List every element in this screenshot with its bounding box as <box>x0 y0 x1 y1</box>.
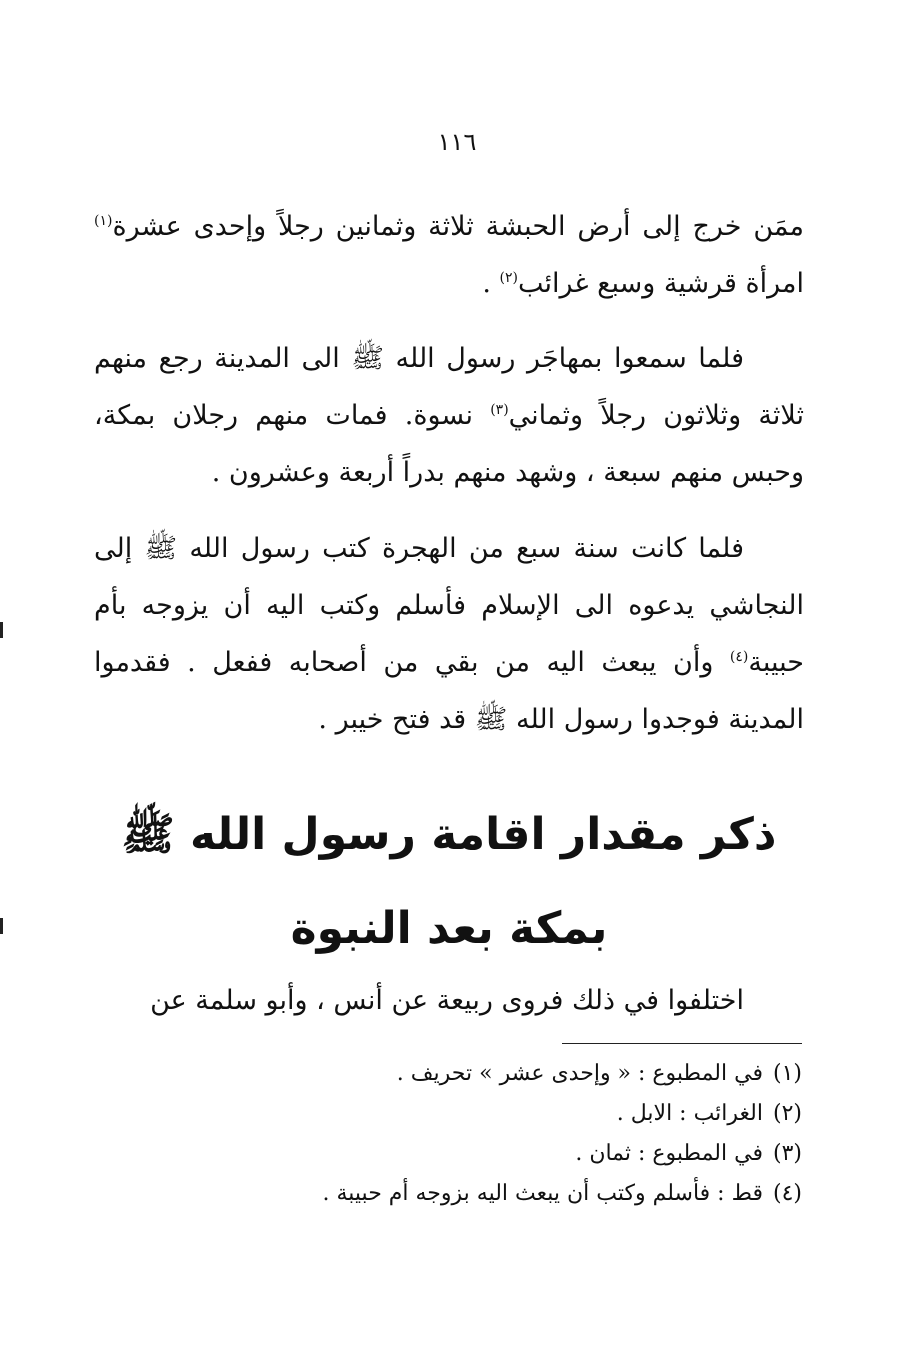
footnote-ref-2: (٢) <box>499 270 518 286</box>
footnote-item <box>102 1174 802 1214</box>
paragraph-1 <box>94 198 804 312</box>
paragraph-text: فلما سمعوا بمهاجَر رسول الله ﷺ الى المدينة رجع منهم ثلاثة وثلاثون رجلاً وثماني <box>94 343 804 431</box>
footnote-divider <box>562 1043 802 1044</box>
footnote-number: (١) <box>772 1061 802 1086</box>
paragraph-3 <box>94 520 804 748</box>
section-heading-line-1: ذكر مقدار اقامة رسول الله ﷺ <box>121 809 777 860</box>
section-heading-line-2: بمكة بعد النبوة <box>290 903 608 954</box>
footnote-text: في المطبوع : « وإحدى عشر » تحريف . <box>396 1061 763 1086</box>
footnote-item <box>102 1054 802 1094</box>
paragraph-2 <box>94 330 804 501</box>
scan-edge-mark <box>0 622 3 638</box>
footnote-text: في المطبوع : ثمان . <box>575 1141 763 1166</box>
footnotes-list <box>102 1054 802 1214</box>
footnote-item <box>102 1134 802 1174</box>
paragraph-text: نسوة. فمات منهم رجلان بمكة، وحبس منهم سبعة ، وشهد منهم بدراً أربعة وعشرون . <box>94 400 804 488</box>
footnote-ref-4: (٤) <box>729 649 749 665</box>
footnote-item <box>102 1094 802 1134</box>
paragraph-text: امرأة قرشية وسبع غرائب <box>517 268 804 299</box>
footnote-text: الغرائب : الابل . <box>616 1101 763 1126</box>
footnote-number: (٢) <box>772 1101 802 1126</box>
footnote-ref-1: (١) <box>94 213 113 229</box>
page-number: ١١٦ <box>437 128 477 156</box>
paragraph-text: ممَن خرج إلى أرض الحبشة ثلاثة وثمانين رجلاً وإحدى عشرة <box>112 211 804 242</box>
paragraph-text: وأن يبعث اليه من بقي من أصحابه ففعل . فقدموا المدينة فوجدوا رسول الله ﷺ قد فتح خيبر . <box>94 647 804 735</box>
paragraph-4: اختلفوا في ذلك فروى ربيعة عن أنس ، وأبو سلمة عن <box>150 985 744 1016</box>
footnote-number: (٣) <box>772 1141 802 1166</box>
footnote-text: قط : فأسلم وكتب أن يبعث اليه بزوجه أم حبيبة . <box>322 1181 763 1206</box>
scan-edge-mark <box>0 918 3 934</box>
paragraph-text: فلما كانت سنة سبع من الهجرة كتب رسول الله ﷺ إلى النجاشي يدعوه الى الإسلام فأسلم وكتب اليه أن يزوجه بأم حبيبة <box>94 533 804 678</box>
footnote-number: (٤) <box>772 1181 802 1206</box>
paragraph-text: . <box>482 268 500 299</box>
footnote-ref-3: (٣) <box>490 402 509 418</box>
